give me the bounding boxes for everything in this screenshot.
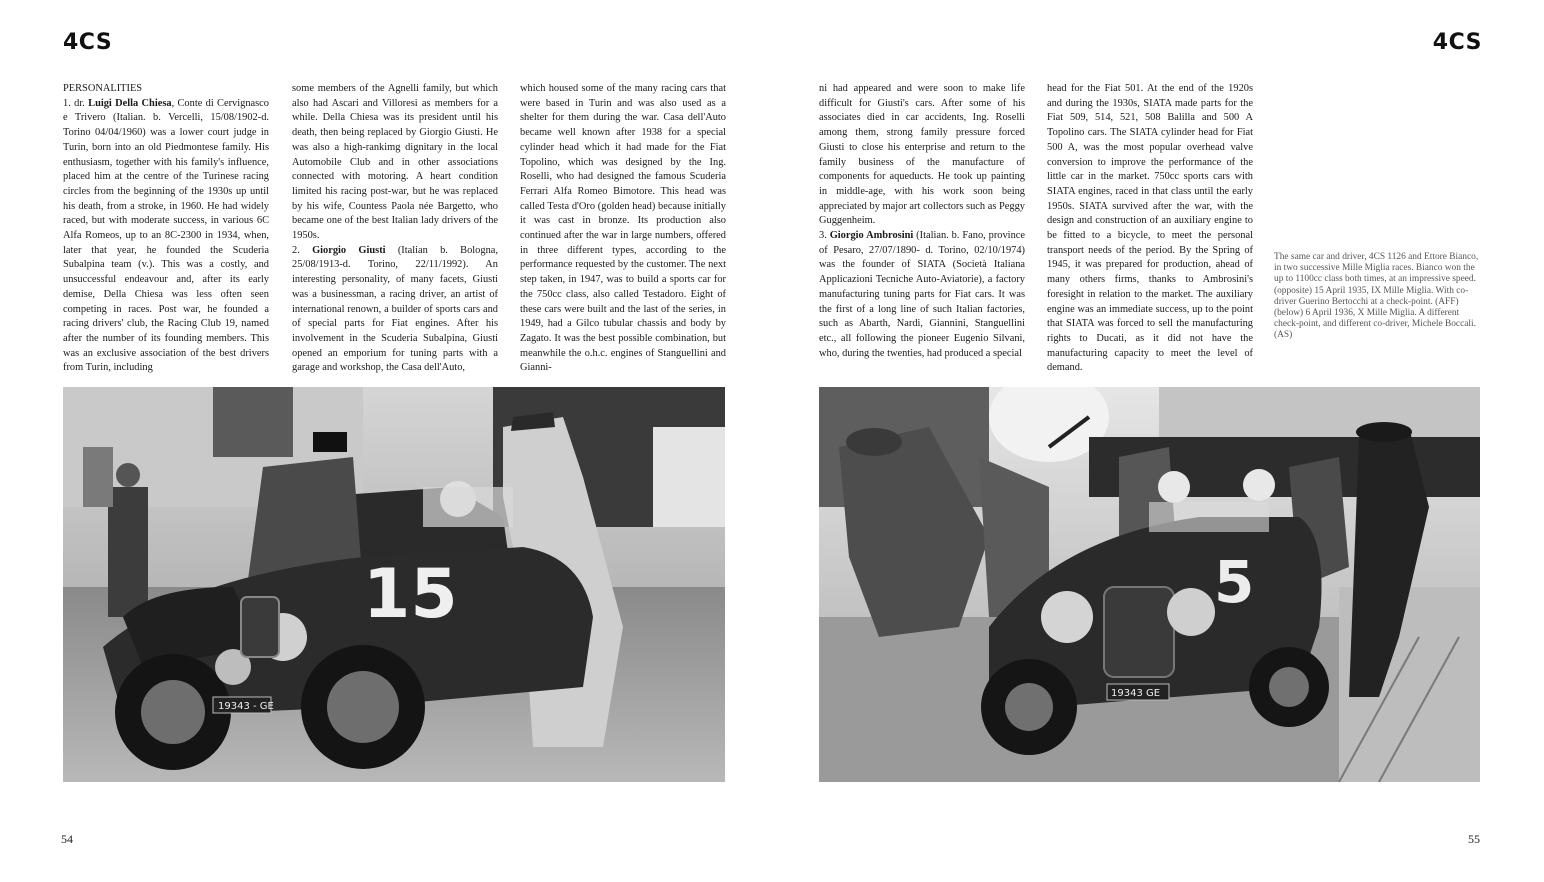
license-plate: 19343 - GE — [218, 701, 274, 712]
paragraph: ni had appeared and were soon to make life difficult for Giusti's cars. After some of his associates died in car accidents, Ing. Roselli among them, strong family pressure forced Giusti to close his enterprise and return to the family business of the manufacture of components for aqueducts. He took up painting in middle-age, with his work soon being appreciated by major art collectors such as Peggy Guggenheim. — [819, 83, 1025, 227]
person-name: Luigi Della Chiesa — [88, 97, 172, 109]
page-number-right: 55 — [1468, 832, 1480, 846]
paragraph: which housed some of the many racing cars that were based in Turin and was also used as a shelter for them during the war. Casa dell'Auto became well known after 1938 for a special cylinder head which it had made for the Fiat Topolino, which was designed by the Ing. Roselli, who had designed the famous Scuderia Ferrari Alfa Romeo Bimotore. This head was called Testa d'Oro (golden head) because initially it was cast in bronze. Its production also continued after the war in large numbers, offered in three different types, according to the performance requested by the customer. The next step taken, in 1947, was to build a sports car for the 750cc class, also called Testadoro. Eight of these cars were built and the last of the series, in 1949, had a Gilco tubular chassis and body by Zagato. It was the best possible combination, but meanwhile the o.h.c. engines of Stanguellini and Gianni- — [520, 83, 726, 374]
item-number: 2. — [292, 244, 300, 256]
photo-racing-car-checkpoint-1936 — [819, 387, 1480, 782]
section-heading: PERSONALITIES — [63, 83, 143, 94]
left-column-1 — [63, 82, 269, 378]
left-column-3 — [520, 82, 726, 378]
photo-racing-car-checkpoint-1935 — [63, 387, 725, 782]
license-plate: 19343 GE — [1111, 688, 1161, 699]
paragraph: head for the Fiat 501. At the end of the 1920s and during the 1930s, SIATA made parts for the Fiat 509, 514, 521, 508 Balilla and 500 A Topolino cars. The SIATA cylinder head for Fiat 500 A, was the most popular overhead valve conversion to improve the performance of the little car in the market. 750cc sports cars with SIATA engines, raced in that class until the early 1950s. SIATA survived after the war, with the design and construction of an auxiliary engine to be fitted to a bicycle, to meet the personal transport needs of the period. By the Spring of 1945, it was prepared for production, ahead of many others firms, thanks to Ambrosini's foresight in relation to the market. The auxiliary engine was an immediate success, up to the point that SIATA was forced to sell the manufacturing rights to Ducati, as it did not have the manufacturing capacity to meet the level of demand. — [1047, 83, 1253, 374]
caption-line: The same car and driver, 4CS 1126 and Ettore Bianco, in two successive Mille Miglia races. Bianco won the up to 1100cc class both times, at an impressive speed. — [1274, 252, 1479, 285]
page-number-left: 54 — [61, 832, 73, 846]
item-number: 1. dr. — [63, 97, 85, 109]
page-header-right: 4CS — [1432, 30, 1482, 55]
race-number-label: 15 — [363, 555, 458, 634]
right-column-1 — [819, 82, 1025, 378]
paragraph-text: , Conte di Cervignasco e Trivero (Italian. b. Vercelli, 15/08/1902-d. Torino 04/04/1960) was a lower court judge in Turin, born into an old Piedmontese family. His enthusiasm, together with his family's influence, placed him at the centre of the Turinese racing circles from the beginning of the 1930s up until his death, from a stroke, in 1960. He had widely raced, but with moderate success, in various 6C Alfa Romeos, up to an 8C-2300 in 1934, when, later that year, he founded the Scuderia Subalpina team (v.). This was a costly, and unsuccessful endeavour and, after its early demise, Della Chiesa was less often seen competing in races. Post war, he founded a racing drivers' club, the Racing Club 19, named after the number of its founding members. This was an exclusive association of the best drivers from Turin, including — [63, 97, 269, 374]
paragraph — [63, 97, 269, 376]
photo-caption — [1274, 252, 1482, 342]
person-name: Giorgio Ambrosini — [829, 230, 914, 242]
caption-line: (opposite) 15 April 1935, IX Mille Miglia. With co-driver Guerino Bertocchi at a check-point. (AFF) — [1274, 285, 1469, 307]
paragraph — [292, 244, 498, 376]
paragraph: some members of the Agnelli family, but which also had Ascari and Villoresi as members for a while. Della Chiesa was its president until his death, then being replaced by Giorgio Giusti. He was also a high-rankimg dignitary in the local Automobile Club and in other associations connected with motoring. A heart condition limited his racing post-war, but he was replaced by his wife, Countess Paola née Bargetto, who became one of the best Italian lady drivers of the 1950s. — [292, 83, 498, 242]
item-number: 3. — [819, 230, 827, 242]
right-page — [772, 0, 1544, 882]
race-number-label: 5 — [1214, 548, 1255, 616]
right-column-2 — [1047, 82, 1253, 378]
paragraph — [819, 229, 1025, 361]
paragraph-text: (Italian b. Bologna, 25/08/1913-d. Torino, 22/11/1992). An interesting personality, of many facets, Giusti was a businessman, a racing driver, an artist of international renown, a builder of sports cars and of special parts for Fiat engines. After his involvement in the Scuderia Subalpina, Giusti opened an emporium for tuning parts with a garage and workshop, the Casa dell'Auto, — [292, 244, 498, 374]
caption-line: (below) 6 April 1936, X Mille Miglia. A different check-point, and different co-driver, Michele Boccali. (AS) — [1274, 308, 1476, 341]
person-name: Giorgio Giusti — [312, 244, 386, 256]
paragraph-text: (Italian. b. Fano, province of Pesaro, 27/07/1890- d. Torino, 02/10/1974) was the founder of SIATA (Società Italiana Applicazioni Tecniche Auto-Aviatorie), a factory manufacturing tuning parts for Fiat cars. It was the first of a long line of such Italian factories, such as Abarth, Nardi, Giannini, Stanguellini etc., all following the pioneer Eugenio Silvani, who, during the twenties, had produced a special — [819, 230, 1025, 359]
page-header-left: 4CS — [63, 30, 113, 55]
left-column-2 — [292, 82, 498, 378]
